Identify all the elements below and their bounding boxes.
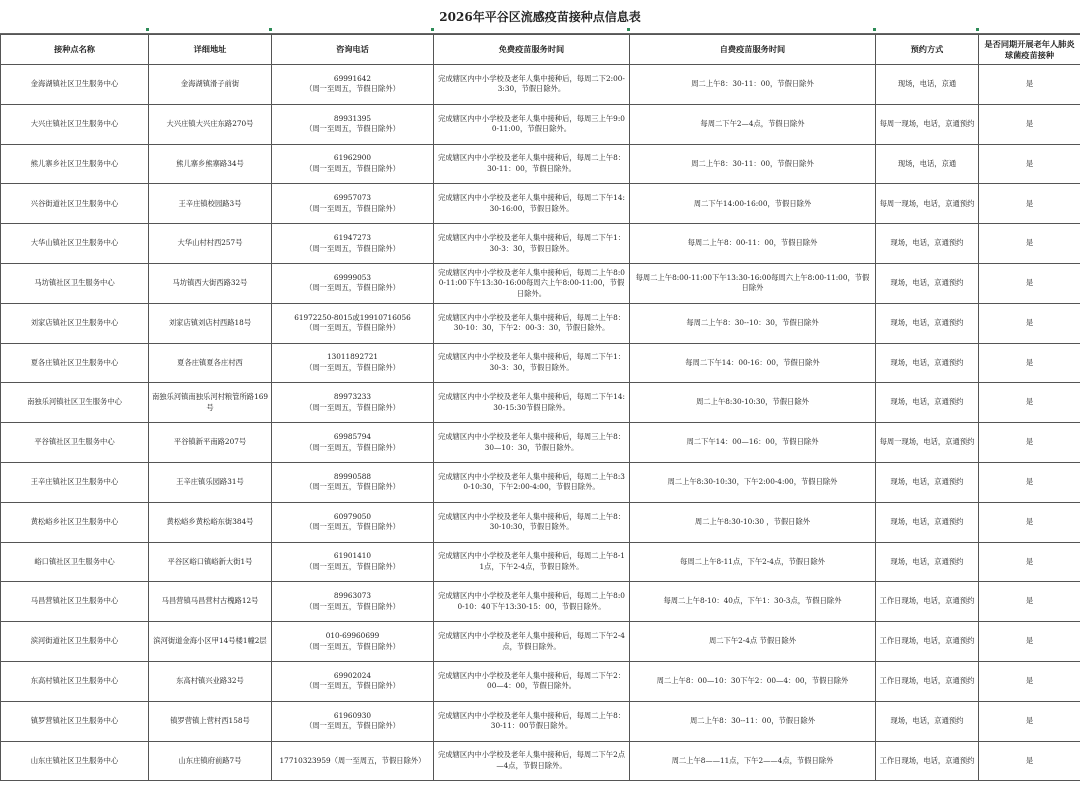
cell-pneumococcal[interactable]: 是 <box>979 303 1080 343</box>
cell-booking-method[interactable]: 现场，电话，京通 <box>876 65 979 105</box>
cell-pneumococcal[interactable]: 是 <box>979 383 1080 423</box>
cell-booking-method[interactable]: 现场，电话，京通预约 <box>876 701 979 741</box>
table-row <box>1 65 1080 105</box>
cell-marker-dot <box>146 28 149 31</box>
cell-free-vaccine-time[interactable]: 完成辖区内中小学校及老年人集中接种后，每周二上午8:00-10：40下午13:30-15：00，节假日除外。 <box>434 582 630 622</box>
phone-hours-note: （周一至周五，节假日除外） <box>305 124 400 134</box>
cell-site-name[interactable]: 马坊镇社区卫生服务中心 <box>1 263 149 303</box>
cell-pneumococcal[interactable]: 是 <box>979 582 1080 622</box>
cell-free-vaccine-time[interactable]: 完成辖区内中小学校及老年人集中接种后，每周二下午1：30-3：30，节假日除外。 <box>434 343 630 383</box>
table-row <box>1 582 1080 622</box>
cell-booking-method[interactable]: 现场，电话，京通预约 <box>876 462 979 502</box>
cell-site-name[interactable]: 马昌营镇社区卫生服务中心 <box>1 582 149 622</box>
cell-free-vaccine-time[interactable]: 完成辖区内中小学校及老年人集中接种后，每周二上午8-11点，下午2-4点，节假日除外。 <box>434 542 630 582</box>
cell-phone[interactable] <box>272 184 434 224</box>
cell-paid-vaccine-time[interactable]: 每周二上午8:00-11:00下午13:30-16:00每周六上午8:00-11:00，节假日除外 <box>630 263 876 303</box>
table-row <box>1 462 1080 502</box>
phone-hours-note: （周一至周五，节假日除外） <box>305 243 400 253</box>
cell-address[interactable]: 夏各庄镇夏各庄村西 <box>149 343 272 383</box>
cell-phone[interactable] <box>272 462 434 502</box>
cell-marker-dot <box>873 28 876 31</box>
cell-pneumococcal[interactable]: 是 <box>979 661 1080 701</box>
cell-booking-method[interactable]: 现场，电话，京通预约 <box>876 542 979 582</box>
cell-phone[interactable] <box>272 224 434 264</box>
cell-phone[interactable] <box>272 263 434 303</box>
table-row <box>1 224 1080 264</box>
header-phone[interactable]: 咨询电话 <box>272 35 434 65</box>
cell-phone[interactable] <box>272 622 434 662</box>
cell-pneumococcal[interactable]: 是 <box>979 104 1080 144</box>
cell-address[interactable]: 王辛庄镇乐园路31号 <box>149 462 272 502</box>
phone-hours-note: （周一至周五，节假日除外） <box>305 323 400 333</box>
cell-free-vaccine-time[interactable]: 完成辖区内中小学校及老年人集中接种后，每周三上午8：30—10：30，节假日除外。 <box>434 423 630 463</box>
cell-booking-method[interactable]: 工作日现场，电话，京通预约 <box>876 622 979 662</box>
cell-address[interactable]: 南独乐河镇南独乐河村粮管所路169号 <box>149 383 272 423</box>
table-row <box>1 661 1080 701</box>
cell-marker-dot <box>976 28 979 31</box>
table-row <box>1 502 1080 542</box>
cell-marker-dot <box>627 28 630 31</box>
phone-number: 69985794 <box>333 431 372 441</box>
cell-phone[interactable] <box>272 701 434 741</box>
cell-site-name[interactable]: 刘家店镇社区卫生服务中心 <box>1 303 149 343</box>
cell-site-name[interactable]: 大兴庄镇社区卫生服务中心 <box>1 104 149 144</box>
cell-paid-vaccine-time[interactable]: 每周二上午8-10：40点，下午1：30-3点，节假日除外 <box>630 582 876 622</box>
cell-booking-method[interactable]: 现场，电话，京通预约 <box>876 343 979 383</box>
cell-site-name[interactable]: 黄松峪乡社区卫生服务中心 <box>1 502 149 542</box>
cell-phone[interactable] <box>272 661 434 701</box>
cell-free-vaccine-time[interactable]: 完成辖区内中小学校及老年人集中接种后，每周二下2:00-3:30，节假日除外。 <box>434 65 630 105</box>
cell-booking-method[interactable]: 现场，电话，京通预约 <box>876 224 979 264</box>
cell-address[interactable]: 金海湖镇滑子前街 <box>149 65 272 105</box>
cell-paid-vaccine-time[interactable]: 周二上午8:30-10:30，节假日除外 <box>630 383 876 423</box>
phone-number: 17710323959（周一至周五，节假日除外） <box>279 755 426 765</box>
cell-site-name[interactable]: 金海湖镇社区卫生服务中心 <box>1 65 149 105</box>
cell-pneumococcal[interactable]: 是 <box>979 502 1080 542</box>
phone-number: 69999053 <box>333 272 372 282</box>
table-row <box>1 622 1080 662</box>
cell-phone[interactable] <box>272 502 434 542</box>
cell-address[interactable]: 大华山村村西257号 <box>149 224 272 264</box>
header-paid-vaccine-time[interactable]: 自费疫苗服务时间 <box>630 35 876 65</box>
cell-booking-method[interactable]: 现场，电话，京通预约 <box>876 263 979 303</box>
phone-number: 89973233 <box>333 392 372 402</box>
cell-site-name[interactable]: 镇罗营镇社区卫生服务中心 <box>1 701 149 741</box>
cell-free-vaccine-time[interactable]: 完成辖区内中小学校及老年人集中接种后，每周二下午2：00—4：00，节假日除外。 <box>434 661 630 701</box>
cell-address[interactable]: 黄松峪乡黄松峪东街384号 <box>149 502 272 542</box>
phone-number: 61901410 <box>333 551 372 561</box>
header-site-name[interactable]: 接种点名称 <box>1 35 149 65</box>
cell-pneumococcal[interactable]: 是 <box>979 462 1080 502</box>
cell-booking-method[interactable]: 每周一现场，电话，京通预约 <box>876 104 979 144</box>
cell-booking-method[interactable]: 工作日现场，电话，京通预约 <box>876 582 979 622</box>
cell-paid-vaccine-time[interactable]: 每周二上午8：00-11：00，节假日除外 <box>630 224 876 264</box>
cell-booking-method[interactable]: 工作日现场，电话，京通预约 <box>876 741 979 781</box>
cell-paid-vaccine-time[interactable]: 周二上午8：30-11：00，节假日除外 <box>630 144 876 184</box>
cell-booking-method[interactable]: 现场，电话，京通预约 <box>876 383 979 423</box>
cell-free-vaccine-time[interactable]: 完成辖区内中小学校及老年人集中接种后，每周二下午2点—4点，节假日除外。 <box>434 741 630 781</box>
cell-address[interactable]: 熊儿寨乡熊寨路34号 <box>149 144 272 184</box>
cell-address[interactable]: 滨河街道金海小区甲14号楼1幢2层 <box>149 622 272 662</box>
cell-address[interactable]: 马坊镇西大街西路32号 <box>149 263 272 303</box>
phone-number: 61962900 <box>333 153 372 163</box>
cell-free-vaccine-time[interactable]: 完成辖区内中小学校及老年人集中接种后，每周三上午9:00-11:00，节假日除外。 <box>434 104 630 144</box>
phone-number: 89990588 <box>333 471 372 481</box>
cell-site-name[interactable]: 平谷镇社区卫生服务中心 <box>1 423 149 463</box>
header-free-vaccine-time[interactable]: 免费疫苗服务时间 <box>434 35 630 65</box>
cell-address[interactable]: 山东庄镇府前路7号 <box>149 741 272 781</box>
cell-address[interactable]: 平谷区峪口镇峪新大街1号 <box>149 542 272 582</box>
cell-paid-vaccine-time[interactable]: 周二下午2-4点 节假日除外 <box>630 622 876 662</box>
cell-pneumococcal[interactable]: 是 <box>979 144 1080 184</box>
cell-free-vaccine-time[interactable]: 完成辖区内中小学校及老年人集中接种后，每周二上午8：30-11：00，节假日除外。 <box>434 144 630 184</box>
cell-address[interactable]: 镇罗营镇上营村西158号 <box>149 701 272 741</box>
cell-site-name[interactable]: 山东庄镇社区卫生服务中心 <box>1 741 149 781</box>
cell-site-name[interactable]: 峪口镇社区卫生服务中心 <box>1 542 149 582</box>
phone-hours-note: （周一至周五，节假日除外） <box>305 163 400 173</box>
cell-phone[interactable] <box>272 582 434 622</box>
table-row <box>1 423 1080 463</box>
table-row <box>1 383 1080 423</box>
phone-number: 69902024 <box>333 670 372 680</box>
cell-phone[interactable] <box>272 383 434 423</box>
header-booking-method[interactable]: 预约方式 <box>876 35 979 65</box>
cell-site-name[interactable]: 大华山镇社区卫生服务中心 <box>1 224 149 264</box>
table-row <box>1 542 1080 582</box>
cell-phone[interactable] <box>272 343 434 383</box>
phone-hours-note: （周一至周五，节假日除外） <box>305 283 400 293</box>
phone-number: 60979050 <box>333 511 372 521</box>
phone-number: 61960930 <box>333 710 372 720</box>
phone-hours-note: （周一至周五，节假日除外） <box>305 522 400 532</box>
cell-paid-vaccine-time[interactable]: 每周二下午2—4点，节假日除外 <box>630 104 876 144</box>
cell-address[interactable]: 刘家店镇刘店村西路18号 <box>149 303 272 343</box>
cell-address[interactable]: 马昌营镇马昌营村古槐路12号 <box>149 582 272 622</box>
cell-site-name[interactable]: 夏各庄镇社区卫生服务中心 <box>1 343 149 383</box>
cell-site-name[interactable]: 熊儿寨乡社区卫生服务中心 <box>1 144 149 184</box>
header-pneumococcal[interactable]: 是否同期开展老年人肺炎球菌疫苗接种 <box>979 35 1080 65</box>
cell-pneumococcal[interactable]: 是 <box>979 741 1080 781</box>
cell-phone[interactable] <box>272 65 434 105</box>
cell-free-vaccine-time[interactable]: 完成辖区内中小学校及老年人集中接种后，每周二上午8：30-11：00节假日除外。 <box>434 701 630 741</box>
cell-paid-vaccine-time[interactable]: 周二下午14:00-16:00，节假日除外 <box>630 184 876 224</box>
phone-hours-note: （周一至周五，节假日除外） <box>305 681 400 691</box>
cell-pneumococcal[interactable]: 是 <box>979 184 1080 224</box>
table-row <box>1 741 1080 781</box>
cell-pneumococcal[interactable]: 是 <box>979 224 1080 264</box>
cell-phone[interactable] <box>272 104 434 144</box>
phone-number: 010-69960699 <box>325 630 380 640</box>
vaccination-sites-table <box>0 34 1080 781</box>
table-row <box>1 104 1080 144</box>
phone-hours-note: （周一至周五，节假日除外） <box>305 482 400 492</box>
cell-address[interactable]: 王辛庄镇校园路3号 <box>149 184 272 224</box>
phone-hours-note: （周一至周五，节假日除外） <box>305 561 400 571</box>
cell-paid-vaccine-time[interactable]: 周二上午8:30-10:30 ，节假日除外 <box>630 502 876 542</box>
phone-hours-note: （周一至周五，节假日除外） <box>305 362 400 372</box>
cell-pneumococcal[interactable]: 是 <box>979 343 1080 383</box>
phone-number: 69957073 <box>333 193 372 203</box>
phone-hours-note: （周一至周五，节假日除外） <box>305 203 400 213</box>
header-address[interactable]: 详细地址 <box>149 35 272 65</box>
cell-booking-method[interactable]: 现场，电话，京通预约 <box>876 502 979 542</box>
table-row <box>1 303 1080 343</box>
cell-paid-vaccine-time[interactable]: 周二上午8：00—10：30下午2：00—4：00，节假日除外 <box>630 661 876 701</box>
cell-free-vaccine-time[interactable]: 完成辖区内中小学校及老年人集中接种后，每周二上午8：30-10:30，节假日除外。 <box>434 502 630 542</box>
cell-pneumococcal[interactable]: 是 <box>979 622 1080 662</box>
cell-paid-vaccine-time[interactable]: 周二上午8——11点，下午2——4点，节假日除外 <box>630 741 876 781</box>
cell-phone[interactable] <box>272 423 434 463</box>
cell-free-vaccine-time[interactable]: 完成辖区内中小学校及老年人集中接种后，每周二下午1：30-3：30，节假日除外。 <box>434 224 630 264</box>
table-body <box>1 65 1080 781</box>
phone-number: 89931395 <box>333 113 372 123</box>
table-row <box>1 701 1080 741</box>
cell-free-vaccine-time[interactable]: 完成辖区内中小学校及老年人集中接种后，每周二下午14:30-16:00，节假日除外。 <box>434 184 630 224</box>
table-row <box>1 144 1080 184</box>
phone-number: 69991642 <box>333 73 372 83</box>
cell-free-vaccine-time[interactable]: 完成辖区内中小学校及老年人集中接种后，每周二上午8：30-10：30，下午2：00-3：30，节假日除外。 <box>434 303 630 343</box>
cell-paid-vaccine-time[interactable]: 周二上午8：30-11：00，节假日除外 <box>630 65 876 105</box>
cell-phone[interactable] <box>272 303 434 343</box>
table-row <box>1 184 1080 224</box>
table-row <box>1 343 1080 383</box>
cell-phone[interactable] <box>272 542 434 582</box>
cell-free-vaccine-time[interactable]: 完成辖区内中小学校及老年人集中接种后，每周二上午8:30-10:30，下午2:00-4:00，节假日除外。 <box>434 462 630 502</box>
cell-free-vaccine-time[interactable]: 完成辖区内中小学校及老年人集中接种后，每周二上午8:00-11:00下午13:30-16:00每周六上午8:00-11:00，节假日除外。 <box>434 263 630 303</box>
phone-number: 61947273 <box>333 233 372 242</box>
phone-number: 61972250-8015或19910716056 <box>294 312 411 322</box>
cell-pneumococcal[interactable]: 是 <box>979 263 1080 303</box>
table-header-row <box>1 35 1080 65</box>
cell-pneumococcal[interactable]: 是 <box>979 65 1080 105</box>
cell-paid-vaccine-time[interactable]: 周二上午8:30-10:30，下午2:00-4:00，节假日除外 <box>630 462 876 502</box>
phone-hours-note: （周一至周五，节假日除外） <box>305 641 400 651</box>
cell-booking-method[interactable]: 现场，电话，京通 <box>876 144 979 184</box>
cell-booking-method[interactable]: 每周一现场，电话，京通预约 <box>876 423 979 463</box>
cell-site-name[interactable]: 滨河街道社区卫生服务中心 <box>1 622 149 662</box>
cell-marker-dot <box>269 28 272 31</box>
cell-pneumococcal[interactable]: 是 <box>979 423 1080 463</box>
phone-hours-note: （周一至周五，节假日除外） <box>305 442 400 452</box>
cell-markers <box>0 28 1080 32</box>
phone-hours-note: （周一至周五，节假日除外） <box>305 402 400 412</box>
phone-hours-note: （周一至周五，节假日除外） <box>305 84 400 94</box>
cell-free-vaccine-time[interactable]: 完成辖区内中小学校及老年人集中接种后，每周二下午14:30-15:30节假日除外。 <box>434 383 630 423</box>
cell-site-name[interactable]: 王辛庄镇社区卫生服务中心 <box>1 462 149 502</box>
cell-pneumococcal[interactable]: 是 <box>979 542 1080 582</box>
cell-paid-vaccine-time[interactable]: 每周二下午14：00-16：00，节假日除外 <box>630 343 876 383</box>
cell-paid-vaccine-time[interactable]: 每周二上午8：30--10：30，节假日除外 <box>630 303 876 343</box>
cell-address[interactable]: 平谷镇新平南路207号 <box>149 423 272 463</box>
cell-pneumococcal[interactable]: 是 <box>979 701 1080 741</box>
phone-hours-note: （周一至周五，节假日除外） <box>305 721 400 731</box>
sheet-title: 2026年平谷区流感疫苗接种点信息表 <box>0 0 1080 34</box>
cell-booking-method[interactable]: 每周一现场，电话，京通预约 <box>876 184 979 224</box>
cell-paid-vaccine-time[interactable]: 周二上午8：30--11：00，节假日除外 <box>630 701 876 741</box>
cell-site-name[interactable]: 兴谷街道社区卫生服务中心 <box>1 184 149 224</box>
phone-hours-note: （周一至周五，节假日除外） <box>305 601 400 611</box>
cell-paid-vaccine-time[interactable]: 周二下午14：00—16：00，节假日除外 <box>630 423 876 463</box>
cell-site-name[interactable]: 东高村镇社区卫生服务中心 <box>1 661 149 701</box>
phone-number: 13011892721 <box>326 352 379 362</box>
cell-free-vaccine-time[interactable]: 完成辖区内中小学校及老年人集中接种后，每周二下午2-4点，节假日除外。 <box>434 622 630 662</box>
cell-phone[interactable] <box>272 144 434 184</box>
cell-site-name[interactable]: 南独乐河镇社区卫生服务中心 <box>1 383 149 423</box>
cell-marker-dot <box>431 28 434 31</box>
cell-paid-vaccine-time[interactable]: 每周二上午8-11点，下午2-4点，节假日除外 <box>630 542 876 582</box>
phone-number: 89963073 <box>333 591 372 601</box>
cell-address[interactable]: 大兴庄镇大兴庄东路270号 <box>149 104 272 144</box>
table-row <box>1 263 1080 303</box>
cell-booking-method[interactable]: 工作日现场，电话，京通预约 <box>876 661 979 701</box>
cell-address[interactable]: 东高村镇兴业路32号 <box>149 661 272 701</box>
cell-booking-method[interactable]: 现场，电话，京通预约 <box>876 303 979 343</box>
cell-phone[interactable] <box>272 741 434 781</box>
